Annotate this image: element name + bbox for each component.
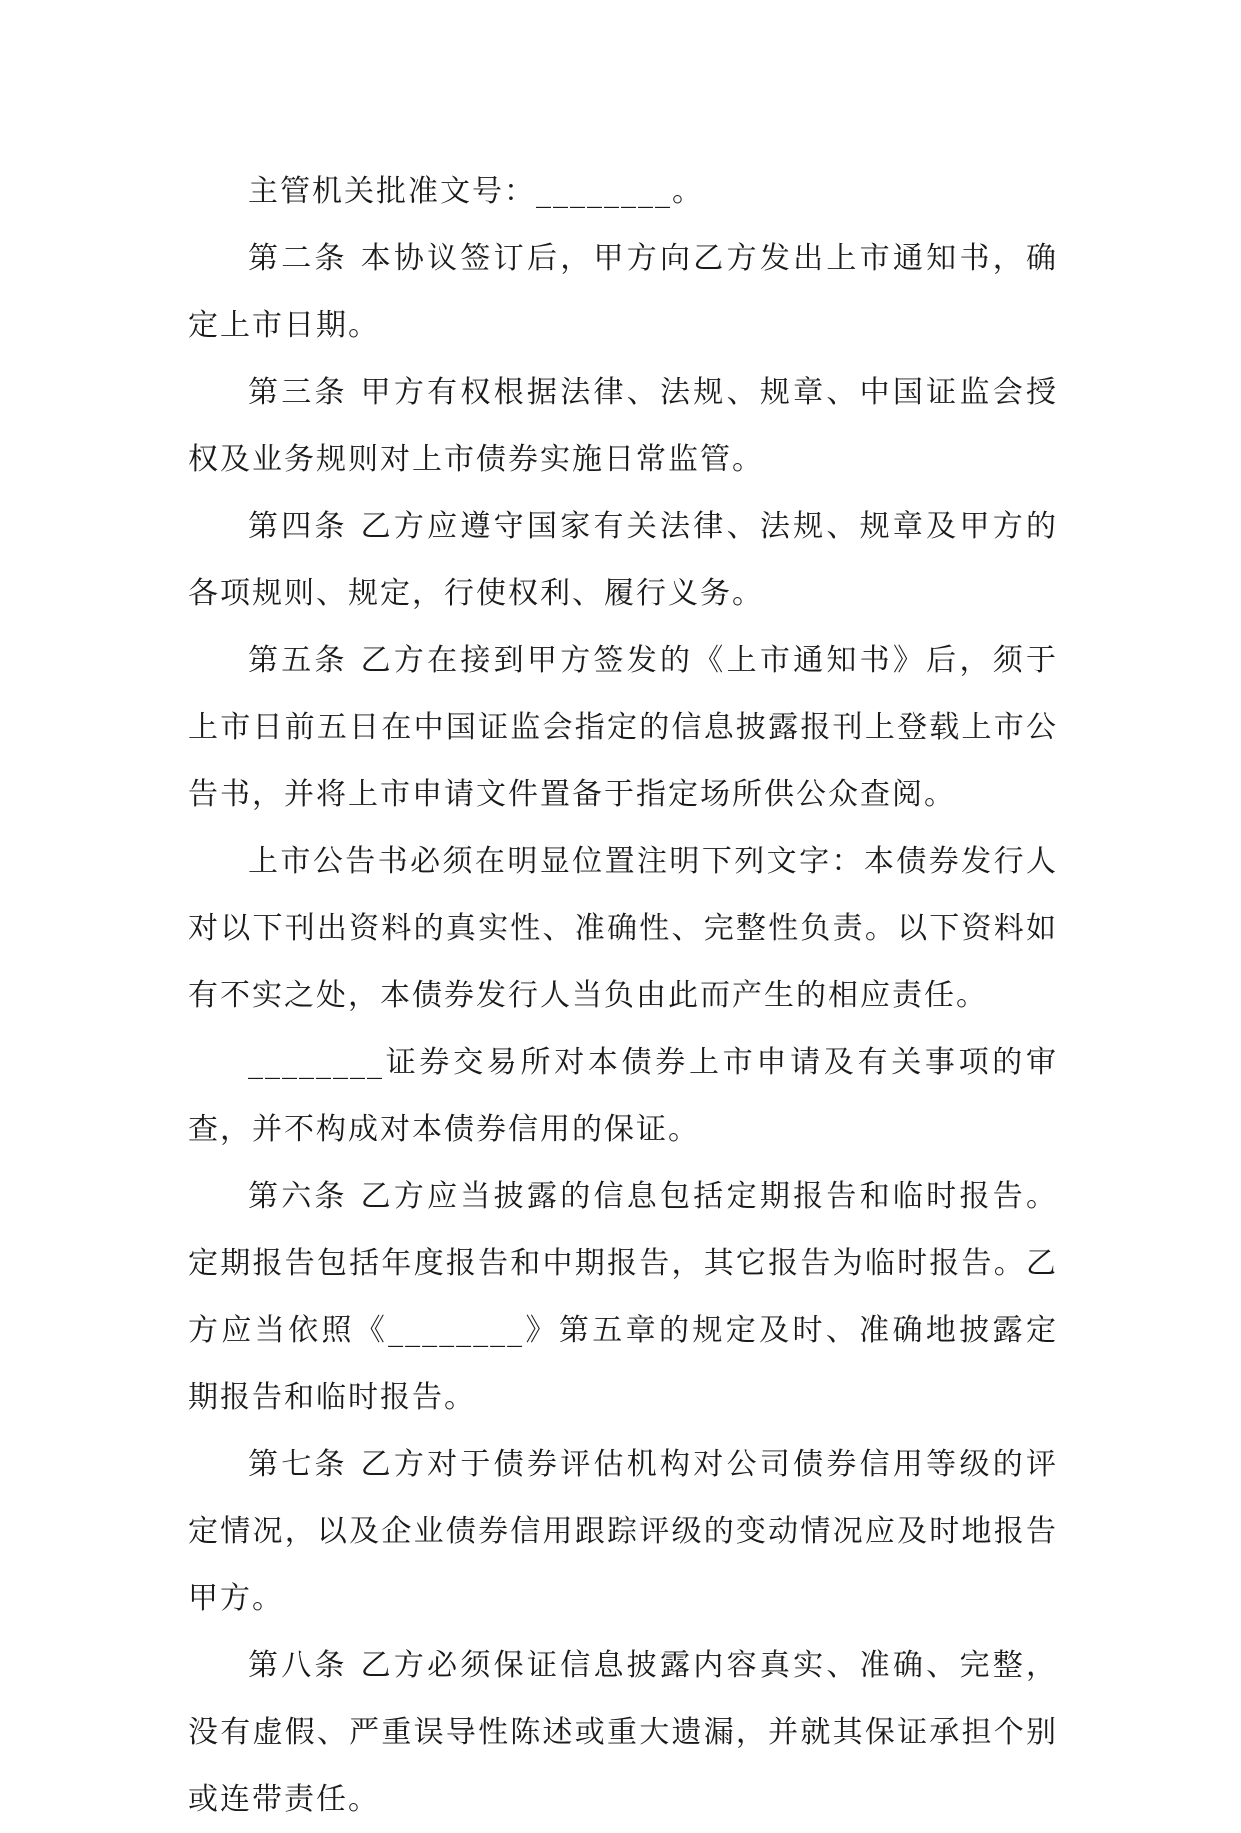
article-4: 第四条 乙方应遵守国家有关法律、法规、规章及甲方的各项规则、规定，行使权利、履行义务。 xyxy=(188,509,1058,611)
document-body xyxy=(188,158,1058,1833)
article-3: 第三条 甲方有权根据法律、法规、规章、中国证监会授权及业务规则对上市债券实施日常监管。 xyxy=(188,375,1058,477)
exchange-disclaimer: ________证券交易所对本债券上市申请及有关事项的审查，并不构成对本债券信用的保证。 xyxy=(188,1045,1058,1147)
announcement-statement: 上市公告书必须在明显位置注明下列文字：本债券发行人对以下刊出资料的真实性、准确性、完整性负责。以下资料如有不实之处，本债券发行人当负由此而产生的相应责任。 xyxy=(188,844,1058,1013)
approval-number-line: 主管机关批准文号：________。 xyxy=(248,174,704,209)
article-5: 第五条 乙方在接到甲方签发的《上市通知书》后，须于上市日前五日在中国证监会指定的信息披露报刊上登载上市公告书，并将上市申请文件置备于指定场所供公众查阅。 xyxy=(188,643,1058,812)
article-7: 第七条 乙方对于债券评估机构对公司债券信用等级的评定情况，以及企业债券信用跟踪评级的变动情况应及时地报告甲方。 xyxy=(188,1447,1058,1616)
article-6: 第六条 乙方应当披露的信息包括定期报告和临时报告。定期报告包括年度报告和中期报告，其它报告为临时报告。乙方应当依照《________》第五章的规定及时、准确地披露定期报告和临时报告。 xyxy=(188,1179,1058,1415)
article-2: 第二条 本协议签订后，甲方向乙方发出上市通知书，确定上市日期。 xyxy=(188,241,1058,343)
article-8: 第八条 乙方必须保证信息披露内容真实、准确、完整，没有虚假、严重误导性陈述或重大遗漏，并就其保证承担个别或连带责任。 xyxy=(188,1648,1058,1817)
